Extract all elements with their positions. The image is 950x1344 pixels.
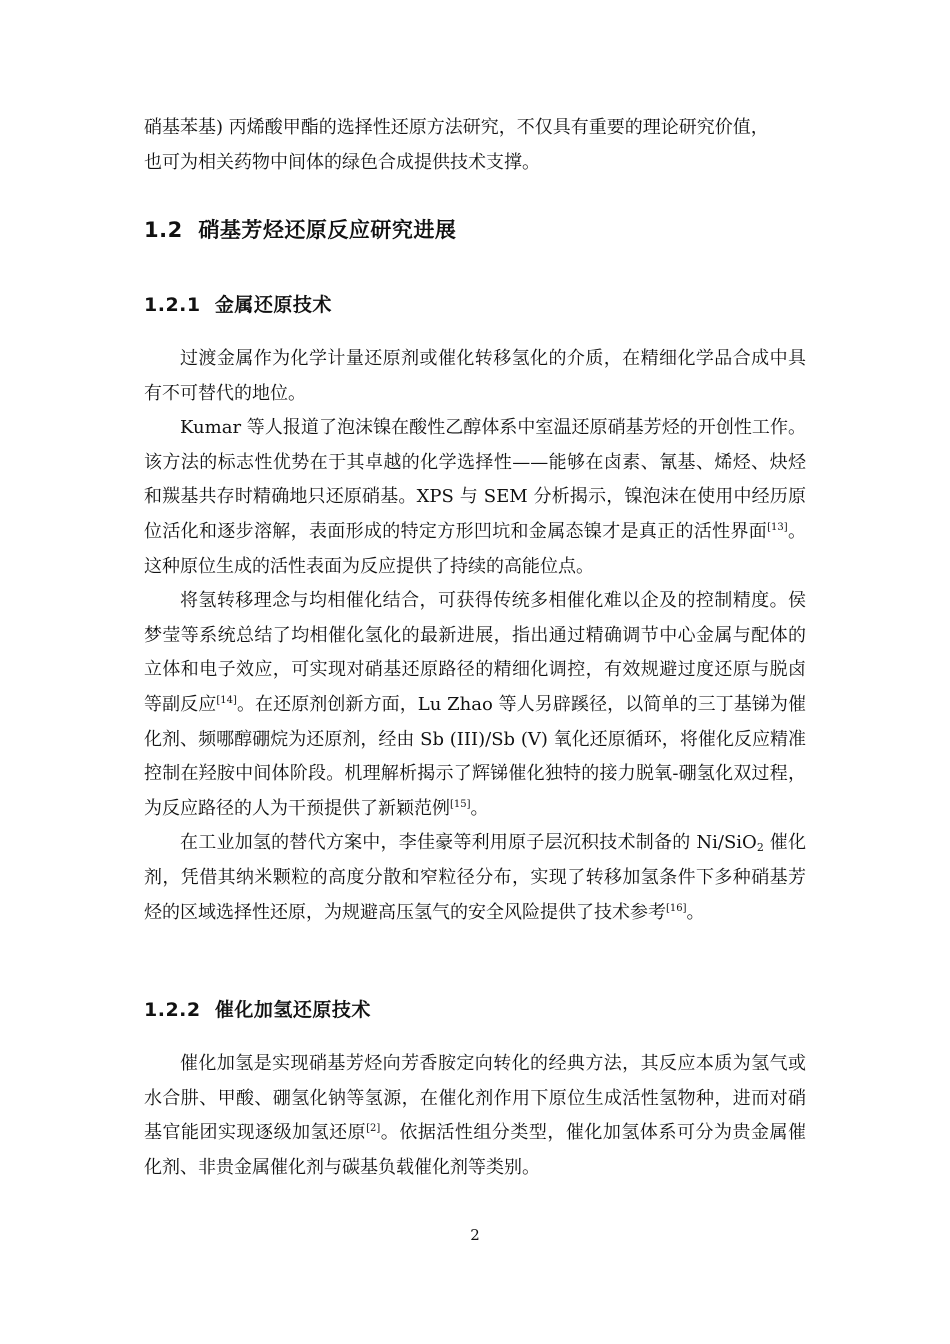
citation-ref: [14] [216,694,237,706]
subscript: 2 [756,841,764,855]
paragraph-catalytic-hydrogenation [144,1047,806,1185]
intro-paragraph [144,111,806,180]
paragraph-kumar [144,411,806,584]
section-number: 1.2 [144,218,183,242]
citation-ref: [15] [450,798,471,810]
body-text [144,342,806,930]
intro-line-1: 硝基苯基) 丙烯酸甲酯的选择性还原方法研究，不仅具有重要的理论研究价值， [144,117,769,138]
paragraph-text: 。在还原剂创新方面，Lu Zhao 等人另辟蹊径，以简单的三丁基锑为催化剂、频哪醇硼烷为还原剂，经由 Sb (III)/Sb (V) 氧化还原循环，将催化反应精准控制在羟胺中间体阶段。机理解析揭示了辉锑催化独特的接力脱氧-硼氢化双过程，为反应路径的人为干预提供了新颖范例 [144,693,807,819]
section-heading-1-2 [144,214,456,244]
paragraph-text: 在工业加氢的替代方案中，李佳豪等利用原子层沉积技术制备的 Ni/SiO [180,832,757,854]
subsection-title: 金属还原技术 [214,294,332,316]
citation-ref: [13] [767,521,788,533]
subsection-number: 1.2.1 [144,294,201,316]
body-text-2 [144,1047,806,1185]
intro-line-2: 也可为相关药物中间体的绿色合成提供技术支撑。 [144,151,540,173]
paragraph-homogeneous-catalysis [144,584,806,826]
paragraph-text: 。 [470,797,489,819]
subsection-heading-1-2-2 [144,995,371,1022]
citation-ref: [2] [366,1123,381,1135]
section-title: 硝基芳烃还原反应研究进展 [198,218,457,242]
paragraph-industrial-hydrogenation [144,826,806,930]
paragraph-text: 催化剂，凭借其纳米颗粒的高度分散和窄粒径分布，实现了转移加氢条件下多种硝基芳烃的区域选择性还原，为规避高压氢气的安全风险提供了技术参考 [144,832,806,923]
paragraph-text: 将氢转移理念与均相催化结合，可获得传统多相催化难以企及的控制精度。侯梦莹等系统总结了均相催化氢化的最新进展，指出通过精确调节中心金属与配体的立体和电子效应，可实现对硝基还原路径的精细化调控，有效规避过度还原与脱卤等副反应 [144,590,806,715]
subsection-title: 催化加氢还原技术 [214,999,371,1021]
citation-ref: [16] [666,902,687,914]
paragraph-text: 催化加氢是实现硝基芳烃向芳香胺定向转化的经典方法，其反应本质为氢气或水合肼、甲酸、硼氢化钠等氢源，在催化剂作用下原位生成活性氢物种，进而对硝基官能团实现逐级加氢还原 [144,1053,806,1144]
page-number: 2 [470,1226,480,1244]
paragraph-text: Kumar 等人报道了泡沫镍在酸性乙醇体系中室温还原硝基芳烃的开创性工作。该方法的标志性优势在于其卓越的化学选择性——能够在卤素、氰基、烯烃、炔烃和羰基共存时精确地只还原硝基。XPS 与 SEM 分析揭示，镍泡沫在使用中经历原位活化和逐步溶解，表面形成的特定方形凹坑和金属态镍才是真正的活性界面 [144,417,806,542]
paragraph-text: 。 [686,901,705,923]
paragraph-transition-metals: 过渡金属作为化学计量还原剂或催化转移氢化的介质，在精细化学品合成中具有不可替代的地位。 [144,348,806,404]
subsection-heading-1-2-1 [144,290,332,317]
paragraph-text: 。依据活性组分类型，催化加氢体系可分为贵金属催化剂、非贵金属催化剂与碳基负载催化剂等类别。 [144,1122,807,1178]
paragraph-text: 。这种原位生成的活性表面为反应提供了持续的高能位点。 [144,520,806,577]
subsection-number: 1.2.2 [144,999,201,1021]
